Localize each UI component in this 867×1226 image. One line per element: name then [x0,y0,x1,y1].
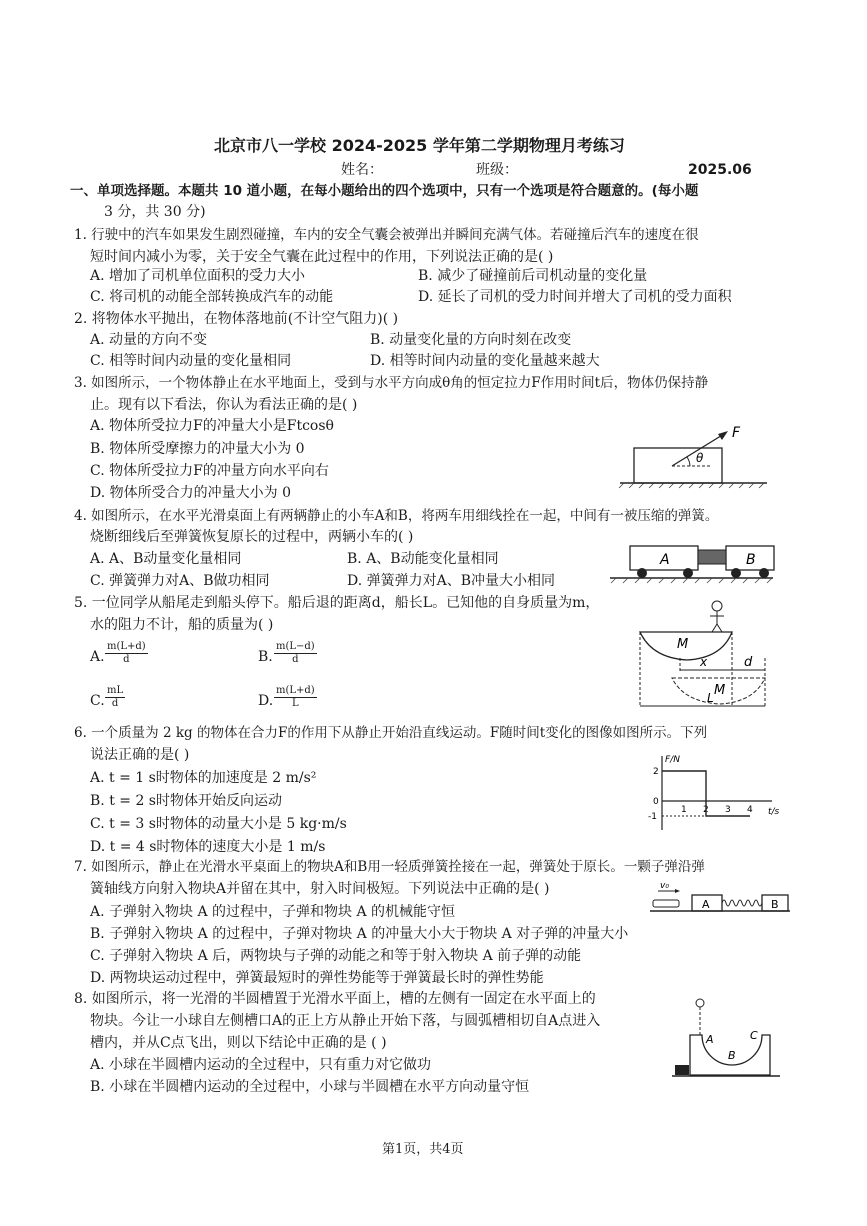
q6-option-b: B. t = 2 s时物体开始反向运动 [90,793,282,809]
q6-option-c: C. t = 3 s时物体的动量大小是 5 kg·m/s [90,816,347,832]
q3-angle-arc [687,457,690,466]
q7-label-B: B [771,898,779,911]
q5-option-a-denominator: d [123,654,130,665]
q6-x-tick-label: 1 [681,805,687,815]
q5-label-M-top: M [677,637,689,652]
q5-option-c-label: C. [90,693,105,709]
q6-stem-2: 说法正确的是( ) [90,747,190,763]
q3-option-b: B. 物体所受摩擦力的冲量大小为 0 [90,441,305,457]
q4-wheel [759,568,769,578]
q5-option-b-label: B. [258,649,273,665]
q8-label-C: C [750,1029,758,1042]
q6-series-line [662,771,750,816]
q7-bullet [653,900,679,907]
class-label: 班级： [476,162,518,178]
q5-option-b-denominator: d [292,654,299,665]
q8-stem-2: 物块。今让一小球自左侧槽口A的正上方从静止开始下落，与圆弧槽相切自A点进入 [90,1013,601,1029]
q2-option-b: B. 动量变化量的方向时刻在改变 [370,332,572,348]
q5-person-body [710,611,724,632]
exam-title: 北京市八一学校 2024-2025 学年第二学期物理月考练习 [214,136,625,155]
q3-stem-1: 3. 如图所示，一个物体静止在水平地面上，受到与水平方向成θ角的恒定拉力F作用时间t后，物体仍保持静 [74,375,709,391]
q1-option-c: C. 将司机的动能全部转换成汽车的动能 [90,289,334,305]
exam-date: 2025.06 [688,162,752,178]
q3-option-c: C. 物体所受拉力F的冲量方向水平向右 [90,463,329,479]
name-label: 姓名： [341,162,383,178]
q5-label-d: d [744,655,753,670]
q5-option-d-label: D. [258,693,274,709]
q6-y-tick-label: 2 [653,767,659,777]
q5-option-d-fraction [274,685,317,710]
q4-spring [698,550,726,564]
q8-option-b: B. 小球在半圆槽内运动的全过程中，小球与半圆槽在水平方向动量守恒 [90,1079,530,1095]
q3-label-F: F [732,425,741,441]
q8-fixed-block [675,1065,689,1075]
q5-label-x: x [700,655,708,669]
q5-option-c-numerator: mL [107,685,124,696]
q8-option-a: A. 小球在半圆槽内运动的全过程中，只有重力对它做功 [90,1057,432,1073]
q8-label-A: A [706,1033,714,1046]
q6-x-tick-label: 3 [725,805,731,815]
q5-option-b-fraction [274,641,317,666]
q5-option-d-denominator: L [292,698,299,709]
q7-label-v0: v₀ [660,881,669,891]
q5-option-c-denominator: d [111,698,119,709]
q5-option-a-fraction [105,641,148,666]
q4-stem-1: 4. 如图所示，在水平光滑桌面上有两辆静止的小车A和B，将两车用细线拴在一起，中间有一被压缩的弹簧。 [74,508,719,524]
q5-label-L: L [707,691,714,705]
q5-stem-1: 5. 一位同学从船尾走到船头停下。船后退的距离d，船长L。已知他的自身质量为m， [74,595,600,611]
q6-y-axis-label: F/N [665,755,680,765]
q8-label-B: B [728,1049,736,1062]
q1-option-d: D. 延长了司机的受力时间并增大了司机的受力面积 [418,289,732,305]
q7-figure [650,880,790,915]
q4-wheel [683,568,693,578]
q6-x-axis-label: t/s [768,807,780,817]
q7-option-c: C. 子弹射入物块 A 后，两物块与子弹的动能之和等于射入物块 A 前子弹的动能 [90,948,582,964]
q7-spring [722,900,762,906]
q5-option-a-label: A. [90,649,105,665]
section-heading-cont: 3 分，共 30 分) [104,204,206,220]
q6-x-tick-label: 2 [703,805,709,815]
q2-option-d: D. 相等时间内动量的变化量越来越大 [370,353,600,369]
q3-force-arrowhead [718,431,728,440]
q5-option-d-numerator: m(L+d) [276,685,315,696]
q6-stem-1: 6. 一个质量为 2 kg 的物体在合力F的作用下从静止开始沿直线运动。F随时间t变化的图像如图所示。下列 [74,725,708,741]
q4-option-a: A. A、B动量变化量相同 [90,551,242,567]
q5-person-head [712,601,722,611]
q6-option-a: A. t = 1 s时物体的加速度是 2 m/s² [90,770,317,786]
q1-stem-1: 1. 行驶中的汽车如果发生剧烈碰撞，车内的安全气囊会被弹出并瞬间充满气体。若碰撞后汽车的速度在很 [74,227,699,243]
q2-option-c: C. 相等时间内动量的变化量相同 [90,353,292,369]
q4-label-A: A [660,552,670,568]
q6-option-d: D. t = 4 s时物体的速度大小是 1 m/s [90,839,326,855]
q6-x-tick-label: 4 [747,805,753,815]
q6-y-tick-label: 0 [653,797,659,807]
q3-stem-2: 止。现有以下看法，你认为看法正确的是( ) [90,397,358,413]
q2-stem: 2. 将物体水平抛出，在物体落地前(不计空气阻力)( ) [74,311,399,327]
q2-option-a: A. 动量的方向不变 [90,332,208,348]
q7-option-a: A. 子弹射入物块 A 的过程中，子弹和物块 A 的机械能守恒 [90,904,456,920]
q7-option-d: D. 两物块运动过程中，弹簧最短时的弹性势能等于弹簧最长时的弹性势能 [90,970,544,986]
q8-stem-1: 8. 如图所示，将一光滑的半圆槽置于光滑水平面上，槽的左侧有一固定在水平面上的 [74,991,596,1007]
q7-velocity-arrowhead [675,889,680,893]
q6-ft-chart [642,752,782,832]
q3-label-theta: θ [696,451,704,465]
q3-option-d: D. 物体所受合力的冲量大小为 0 [90,485,291,501]
q7-stem-1: 7. 如图所示，静止在光滑水平桌面上的物块A和B用一轻质弹簧拴接在一起，弹簧处于原长。一颗子弹沿弹 [74,859,705,875]
q4-label-B: B [746,552,756,568]
q4-wheel [637,568,647,578]
q1-option-b: B. 减少了碰撞前后司机动量的变化量 [418,268,648,284]
q8-ball [696,999,704,1007]
q5-figure [632,598,777,713]
q1-stem-2: 短时间内减小为零，关于安全气囊在此过程中的作用，下列说法正确的是( ) [90,249,554,265]
q6-y-tick-label: -1 [648,812,657,822]
q1-option-a: A. 增加了司机单位面积的受力大小 [90,268,306,284]
q7-stem-2: 簧轴线方向射入物块A并留在其中，射入时间极短。下列说法中正确的是( ) [90,881,550,897]
q5-option-c-fraction [105,685,125,710]
q4-option-c: C. 弹簧弹力对A、B做功相同 [90,573,270,589]
q4-option-d: D. 弹簧弹力对A、B冲量大小相同 [347,573,556,589]
q4-option-b: B. A、B动能变化量相同 [347,551,499,567]
q3-figure [612,420,772,490]
q4-figure [608,538,778,588]
q7-label-A: A [702,898,710,911]
q8-stem-3: 槽内，并从C点飞出，则以下结论中正确的是 ( ) [90,1035,387,1051]
q3-option-a: A. 物体所受拉力F的冲量大小是Ftcosθ [90,418,334,434]
q7-option-b: B. 子弹射入物块 A 的过程中，子弹对物块 A 的冲量大小大于物块 A 对子弹的冲量大小 [90,926,629,942]
q5-option-b-numerator: m(L−d) [276,641,315,652]
q5-stem-2: 水的阻力不计，船的质量为( ) [90,617,274,633]
q8-figure [672,995,782,1087]
q5-label-M-bottom: M [714,683,726,698]
section-heading: 一、单项选择题。本题共 10 道小题，在每小题给出的四个选项中，只有一个选项是符合题意的。(每小题 [70,183,699,199]
q5-option-a-numerator: m(L+d) [107,641,146,652]
q4-stem-2: 烧断细线后至弹簧恢复原长的过程中，两辆小车的( ) [90,529,414,545]
q4-wheel [731,568,741,578]
page-number: 第1页，共4页 [382,1142,464,1157]
